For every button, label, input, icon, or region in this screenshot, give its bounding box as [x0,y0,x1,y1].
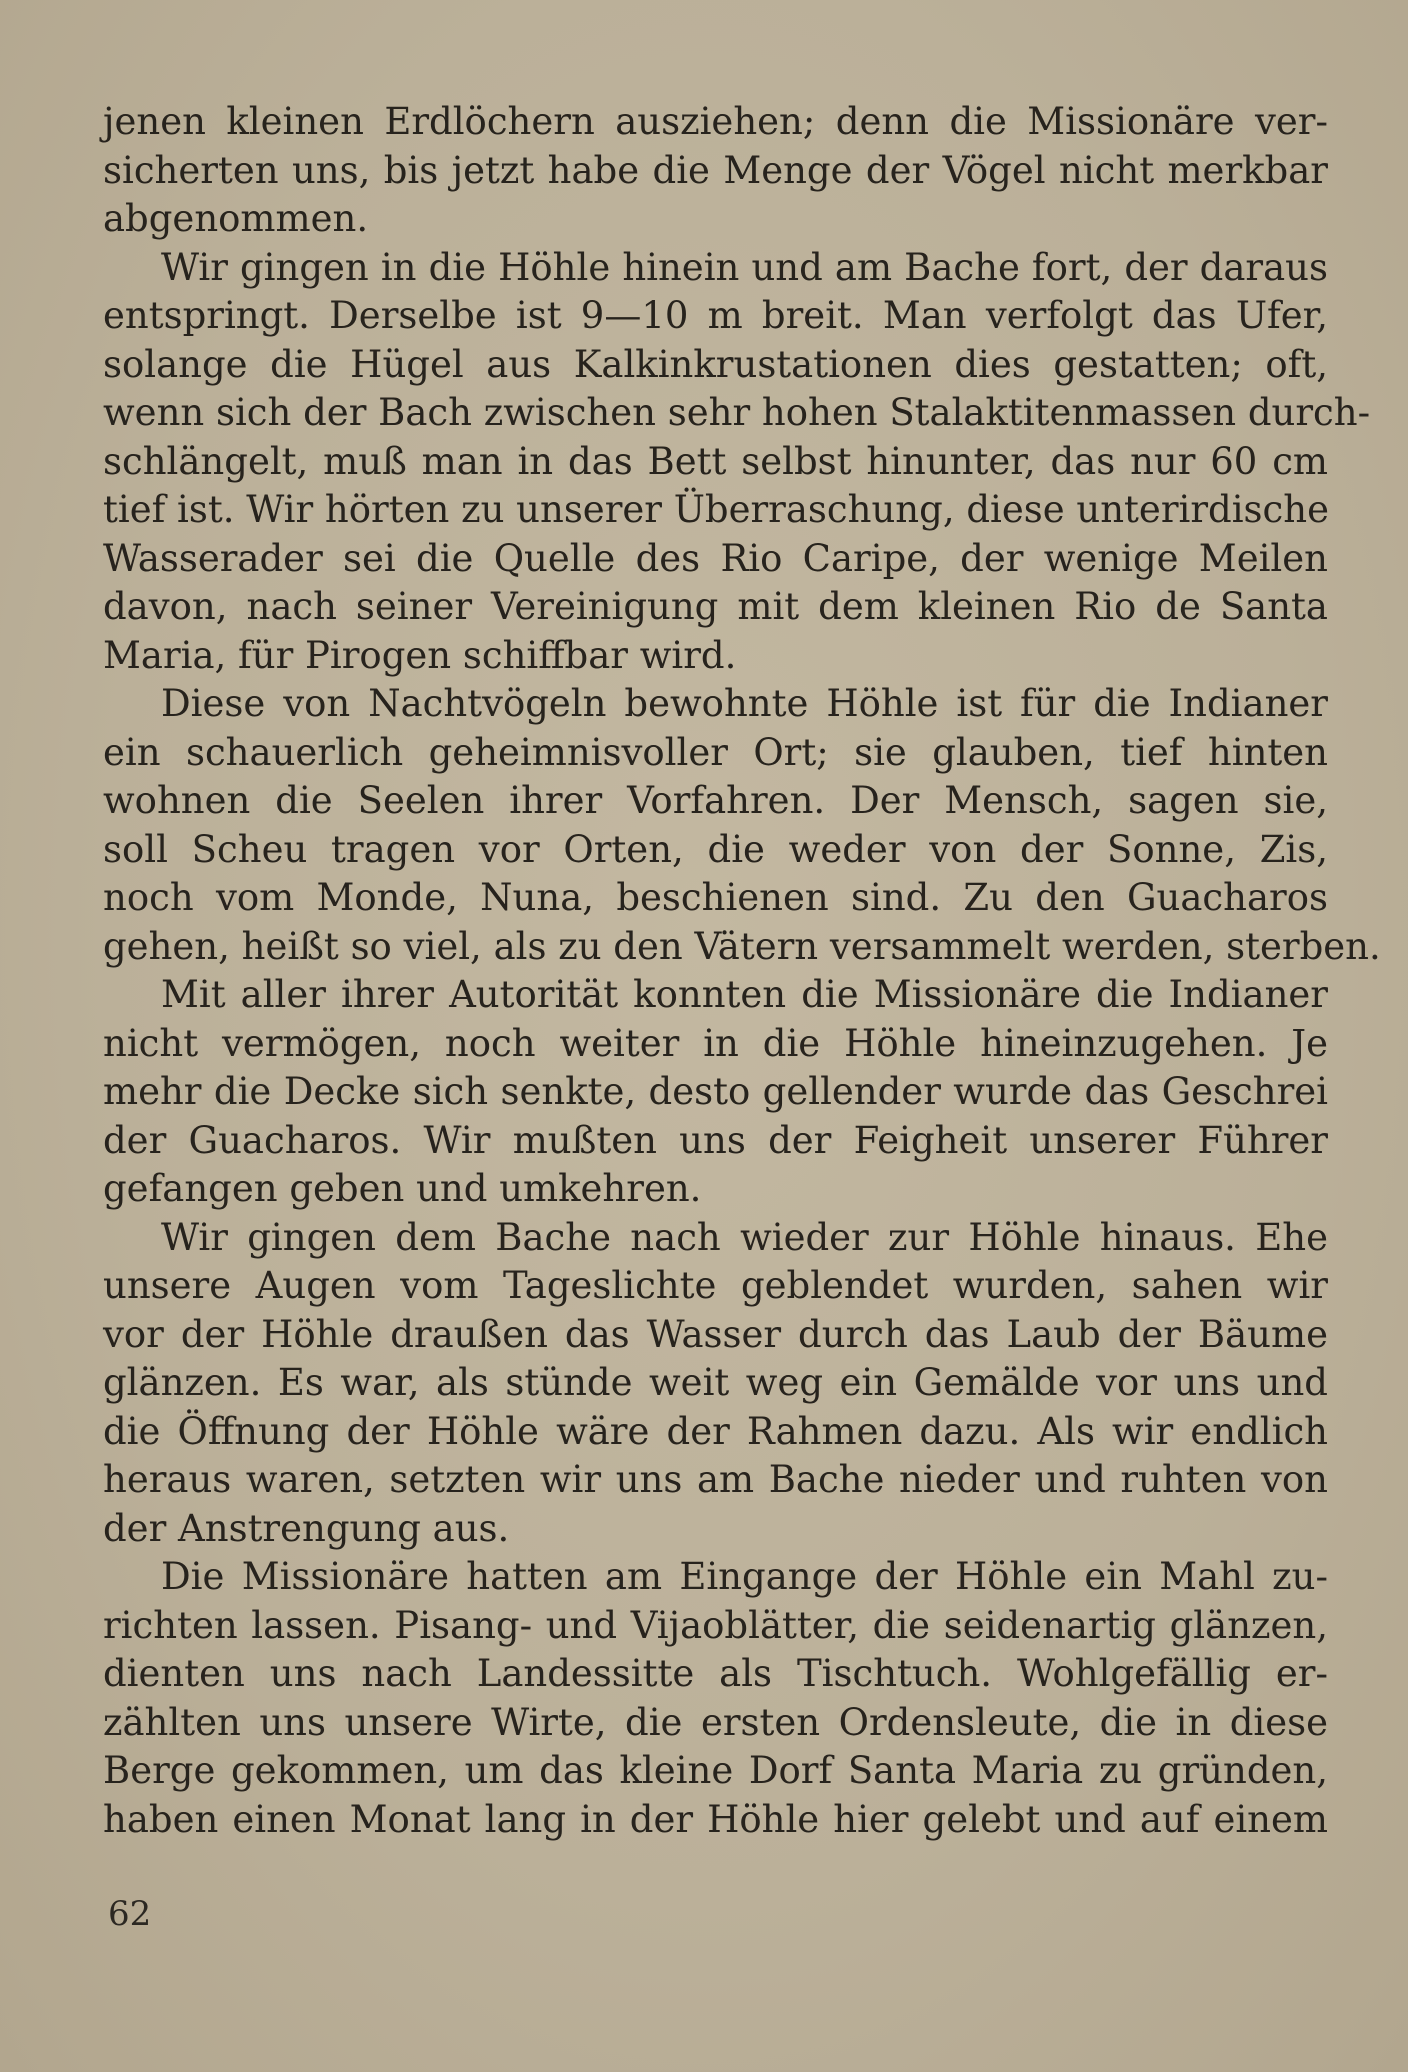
paragraph [103,680,1381,971]
text-line: nicht vermögen, noch weiter in die Höhle hineinzugehen. Je [103,1021,1328,1065]
text-line: ein schauerlich geheimnisvoller Ort; sie glauben, tief hinten [103,730,1328,774]
text-line: zählten uns unsere Wirte, die ersten Ordensleute, die in diese [103,1700,1328,1744]
text-line: vor der Höhle draußen das Wasser durch das Laub der Bäume [103,1312,1328,1356]
text-line: sicherten uns, bis jetzt habe die Menge der Vögel nicht merkbar [103,148,1328,192]
text-line: der Guacharos. Wir mußten uns der Feigheit unserer Führer [103,1118,1328,1162]
text-line: solange die Hügel aus Kalkinkrustationen dies gestatten; oft, [103,342,1328,386]
text-line: wohnen die Seelen ihrer Vorfahren. Der Mensch, sagen sie, [103,779,1328,822]
text-line: noch vom Monde, Nuna, beschienen sind. Zu den Guacharos [103,876,1328,919]
paragraph [103,1553,1328,1844]
text-line: davon, nach seiner Vereinigung mit dem kleinen Rio de Santa [103,585,1328,628]
text-line: Wasserader sei die Quelle des Rio Caripe, der wenige Meilen [103,536,1328,580]
paragraph [103,244,1371,681]
text-line: heraus waren, setzten wir uns am Bache nieder und ruhten von [103,1458,1328,1501]
text-line: glänzen. Es war, als stünde weit weg ein Gemälde vor uns und [103,1361,1328,1404]
text-line: wenn sich der Bach zwischen sehr hohen Stalaktitenmassen durch- [103,391,1371,434]
paragraph [103,1214,1328,1554]
text-line: richten lassen. Pisang- und Vijaoblätter, die seidenartig glänzen, [103,1603,1328,1647]
text-line: abgenommen. [103,197,369,240]
text-line: entspringt. Derselbe ist 9—10 m breit. Man verfolgt das Ufer, [103,294,1328,337]
text-line: tief ist. Wir hörten zu unserer Überraschung, diese unterirdische [103,488,1329,531]
text-line: dienten uns nach Landessitte als Tischtuch. Wohlgefällig er- [103,1652,1328,1695]
text-line: Berge gekommen, um das kleine Dorf Santa Maria zu gründen, [103,1749,1328,1792]
text-line: Maria, für Pirogen schiffbar wird. [103,633,737,677]
text-line: jenen kleinen Erdlöchern ausziehen; denn die Missionäre ver- [103,100,1328,143]
text-line: schlängelt, muß man in das Bett selbst hinunter, das nur 60 cm [103,439,1328,483]
paragraph [103,98,1328,244]
text-line: Wir gingen dem Bache nach wieder zur Höhle hinaus. Ehe [161,1215,1328,1259]
text-line: unsere Augen vom Tageslichte geblendet wurden, sahen wir [103,1264,1328,1307]
text-line: der Anstrengung aus. [103,1506,510,1550]
text-line: gefangen geben und umkehren. [103,1167,702,1210]
text-line: die Öffnung der Höhle wäre der Rahmen dazu. Als wir endlich [103,1409,1328,1453]
text-line: mehr die Decke sich senkte, desto gellender wurde das Geschrei [103,1070,1328,1113]
text-line: Wir gingen in die Höhle hinein und am Bache fort, der daraus [161,245,1328,289]
body-text [103,98,1381,1844]
text-line: haben einen Monat lang in der Höhle hier gelebt und auf einem [103,1797,1328,1841]
page-number: 62 [108,1894,152,1934]
text-line: gehen, heißt so viel, als zu den Vätern versammelt werden, sterben. [103,924,1381,968]
text-line: soll Scheu tragen vor Orten, die weder von der Sonne, Zis, [103,827,1328,871]
text-line: Die Missionäre hatten am Eingange der Höhle ein Mahl zu- [161,1555,1328,1598]
text-line: Mit aller ihrer Autorität konnten die Missionäre die Indianer [161,973,1328,1016]
text-line: Diese von Nachtvögeln bewohnte Höhle ist für die Indianer [161,682,1328,725]
paragraph [103,971,1328,1214]
